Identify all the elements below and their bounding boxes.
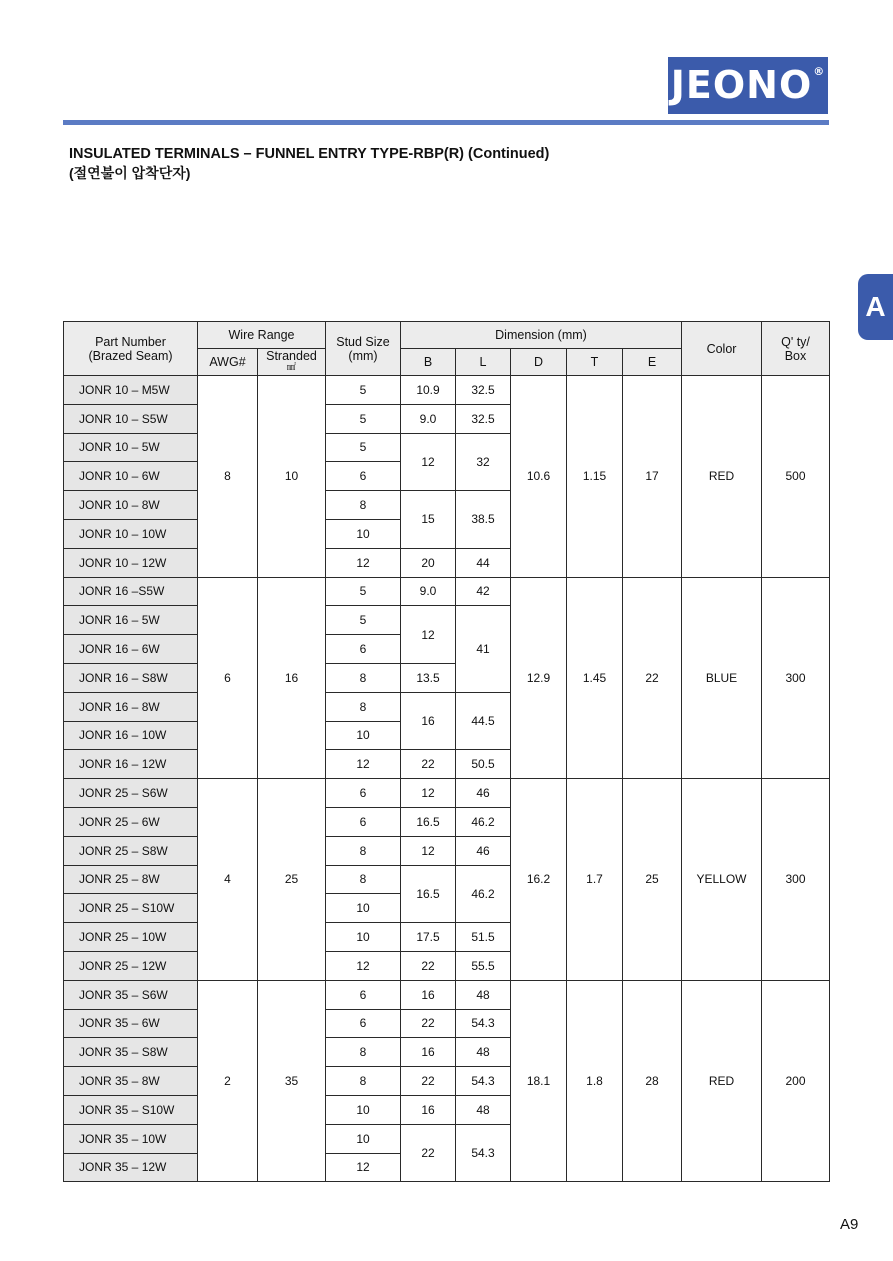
stud-cell: 5 [326,433,401,462]
stud-cell: 12 [326,1153,401,1182]
l-cell: 46 [456,779,511,808]
header-part-number-line2: (Brazed Seam) [88,348,173,363]
l-cell: 48 [456,1095,511,1124]
stud-cell: 8 [326,1038,401,1067]
part-number-cell: JONR 16 – 10W [64,721,198,750]
stud-cell: 6 [326,807,401,836]
header-color: Color [682,322,762,376]
color-cell: BLUE [682,577,762,779]
stud-cell: 5 [326,404,401,433]
spec-table [63,321,830,1182]
part-number-cell: JONR 25 – S10W [64,894,198,923]
header-stud-size-line2: (mm) [348,348,378,363]
d-cell: 10.6 [511,376,567,578]
b-cell: 10.9 [401,376,456,405]
qty-cell: 300 [762,779,830,981]
b-cell: 22 [401,951,456,980]
color-cell: RED [682,376,762,578]
l-cell: 46.2 [456,865,511,923]
e-cell: 22 [623,577,682,779]
d-cell: 18.1 [511,980,567,1182]
b-cell: 22 [401,1067,456,1096]
qty-cell: 500 [762,376,830,578]
color-cell: RED [682,980,762,1182]
stud-cell: 10 [326,1095,401,1124]
header-awg: AWG# [198,349,258,376]
stud-cell: 8 [326,836,401,865]
stranded-cell: 25 [258,779,326,981]
l-cell: 48 [456,980,511,1009]
b-cell: 16 [401,980,456,1009]
part-number-cell: JONR 10 – 6W [64,462,198,491]
stud-cell: 10 [326,923,401,952]
part-number-cell: JONR 16 – 12W [64,750,198,779]
stud-cell: 5 [326,577,401,606]
l-cell: 44.5 [456,692,511,750]
part-number-cell: JONR 35 – 6W [64,1009,198,1038]
t-cell: 1.8 [567,980,623,1182]
awg-cell: 6 [198,577,258,779]
table-row [64,980,830,1009]
page-title: INSULATED TERMINALS – FUNNEL ENTRY TYPE-RBP(R) (Continued) [69,146,550,162]
l-cell: 32 [456,433,511,491]
page-number: A9 [840,1216,859,1233]
stud-cell: 10 [326,721,401,750]
page-subtitle: (절연불이 압착단자) [69,165,191,181]
l-cell: 54.3 [456,1009,511,1038]
l-cell: 50.5 [456,750,511,779]
header-e: E [623,349,682,376]
brand-logo [668,57,828,114]
l-cell: 54.3 [456,1067,511,1096]
b-cell: 9.0 [401,404,456,433]
b-cell: 22 [401,1009,456,1038]
part-number-cell: JONR 10 – 8W [64,491,198,520]
header-part-number [64,322,198,376]
header-stranded-unit: ㎟ [286,362,296,372]
brand-name: JEONO [670,63,813,107]
b-cell: 17.5 [401,923,456,952]
header-part-number-line1: Part Number [95,334,166,349]
stud-cell: 6 [326,1009,401,1038]
part-number-cell: JONR 16 – 6W [64,635,198,664]
part-number-cell: JONR 16 – 5W [64,606,198,635]
d-cell: 16.2 [511,779,567,981]
part-number-cell: JONR 25 – 12W [64,951,198,980]
header-stud-size-line1: Stud Size [336,334,390,349]
table-row [64,577,830,606]
section-tab: A [858,274,893,340]
part-number-cell: JONR 10 – S5W [64,404,198,433]
stud-cell: 6 [326,462,401,491]
e-cell: 28 [623,980,682,1182]
stud-cell: 6 [326,980,401,1009]
stud-cell: 12 [326,548,401,577]
part-number-cell: JONR 35 – 8W [64,1067,198,1096]
e-cell: 25 [623,779,682,981]
b-cell: 16.5 [401,807,456,836]
stud-cell: 5 [326,376,401,405]
l-cell: 41 [456,606,511,692]
t-cell: 1.45 [567,577,623,779]
header-wire-range: Wire Range [198,322,326,349]
b-cell: 12 [401,836,456,865]
stud-cell: 8 [326,663,401,692]
header-qty-line1: Q' ty/ [781,334,810,349]
stud-cell: 10 [326,894,401,923]
header-d: D [511,349,567,376]
header-b: B [401,349,456,376]
stranded-cell: 16 [258,577,326,779]
part-number-cell: JONR 10 – M5W [64,376,198,405]
registered-mark: ® [813,65,826,78]
header-qty [762,322,830,376]
b-cell: 16 [401,1095,456,1124]
stud-cell: 6 [326,635,401,664]
l-cell: 51.5 [456,923,511,952]
part-number-cell: JONR 35 – S8W [64,1038,198,1067]
part-number-cell: JONR 16 – S8W [64,663,198,692]
part-number-cell: JONR 16 –S5W [64,577,198,606]
stud-cell: 6 [326,779,401,808]
header-stranded-label: Stranded [266,349,317,363]
l-cell: 32.5 [456,376,511,405]
b-cell: 13.5 [401,663,456,692]
l-cell: 38.5 [456,491,511,549]
header-qty-line2: Box [784,348,807,363]
header-stud-size [326,322,401,376]
l-cell: 32.5 [456,404,511,433]
b-cell: 16 [401,692,456,750]
part-number-cell: JONR 25 – S8W [64,836,198,865]
b-cell: 12 [401,433,456,491]
b-cell: 12 [401,779,456,808]
b-cell: 15 [401,491,456,549]
header-divider [63,120,829,125]
b-cell: 22 [401,750,456,779]
color-cell: YELLOW [682,779,762,981]
qty-cell: 300 [762,577,830,779]
stud-cell: 8 [326,692,401,721]
b-cell: 9.0 [401,577,456,606]
b-cell: 20 [401,548,456,577]
stud-cell: 8 [326,1067,401,1096]
stud-cell: 8 [326,491,401,520]
table-row [64,779,830,808]
part-number-cell: JONR 35 – S10W [64,1095,198,1124]
table-row [64,376,830,405]
l-cell: 54.3 [456,1124,511,1182]
stud-cell: 12 [326,750,401,779]
part-number-cell: JONR 25 – 10W [64,923,198,952]
d-cell: 12.9 [511,577,567,779]
awg-cell: 8 [198,376,258,578]
header-stranded [258,349,326,376]
stud-cell: 8 [326,865,401,894]
part-number-cell: JONR 10 – 12W [64,548,198,577]
stud-cell: 10 [326,1124,401,1153]
e-cell: 17 [623,376,682,578]
l-cell: 42 [456,577,511,606]
awg-cell: 2 [198,980,258,1182]
l-cell: 44 [456,548,511,577]
header-l: L [456,349,511,376]
stud-cell: 10 [326,519,401,548]
header-t: T [567,349,623,376]
t-cell: 1.7 [567,779,623,981]
l-cell: 46 [456,836,511,865]
part-number-cell: JONR 25 – 6W [64,807,198,836]
stud-cell: 5 [326,606,401,635]
qty-cell: 200 [762,980,830,1182]
b-cell: 22 [401,1124,456,1182]
stud-cell: 12 [326,951,401,980]
part-number-cell: JONR 10 – 5W [64,433,198,462]
part-number-cell: JONR 16 – 8W [64,692,198,721]
b-cell: 16.5 [401,865,456,923]
b-cell: 12 [401,606,456,664]
header-dimension: Dimension (mm) [401,322,682,349]
part-number-cell: JONR 35 – S6W [64,980,198,1009]
l-cell: 55.5 [456,951,511,980]
part-number-cell: JONR 35 – 10W [64,1124,198,1153]
l-cell: 46.2 [456,807,511,836]
stranded-cell: 10 [258,376,326,578]
l-cell: 48 [456,1038,511,1067]
stranded-cell: 35 [258,980,326,1182]
awg-cell: 4 [198,779,258,981]
part-number-cell: JONR 10 – 10W [64,519,198,548]
part-number-cell: JONR 35 – 12W [64,1153,198,1182]
b-cell: 16 [401,1038,456,1067]
part-number-cell: JONR 25 – S6W [64,779,198,808]
part-number-cell: JONR 25 – 8W [64,865,198,894]
t-cell: 1.15 [567,376,623,578]
